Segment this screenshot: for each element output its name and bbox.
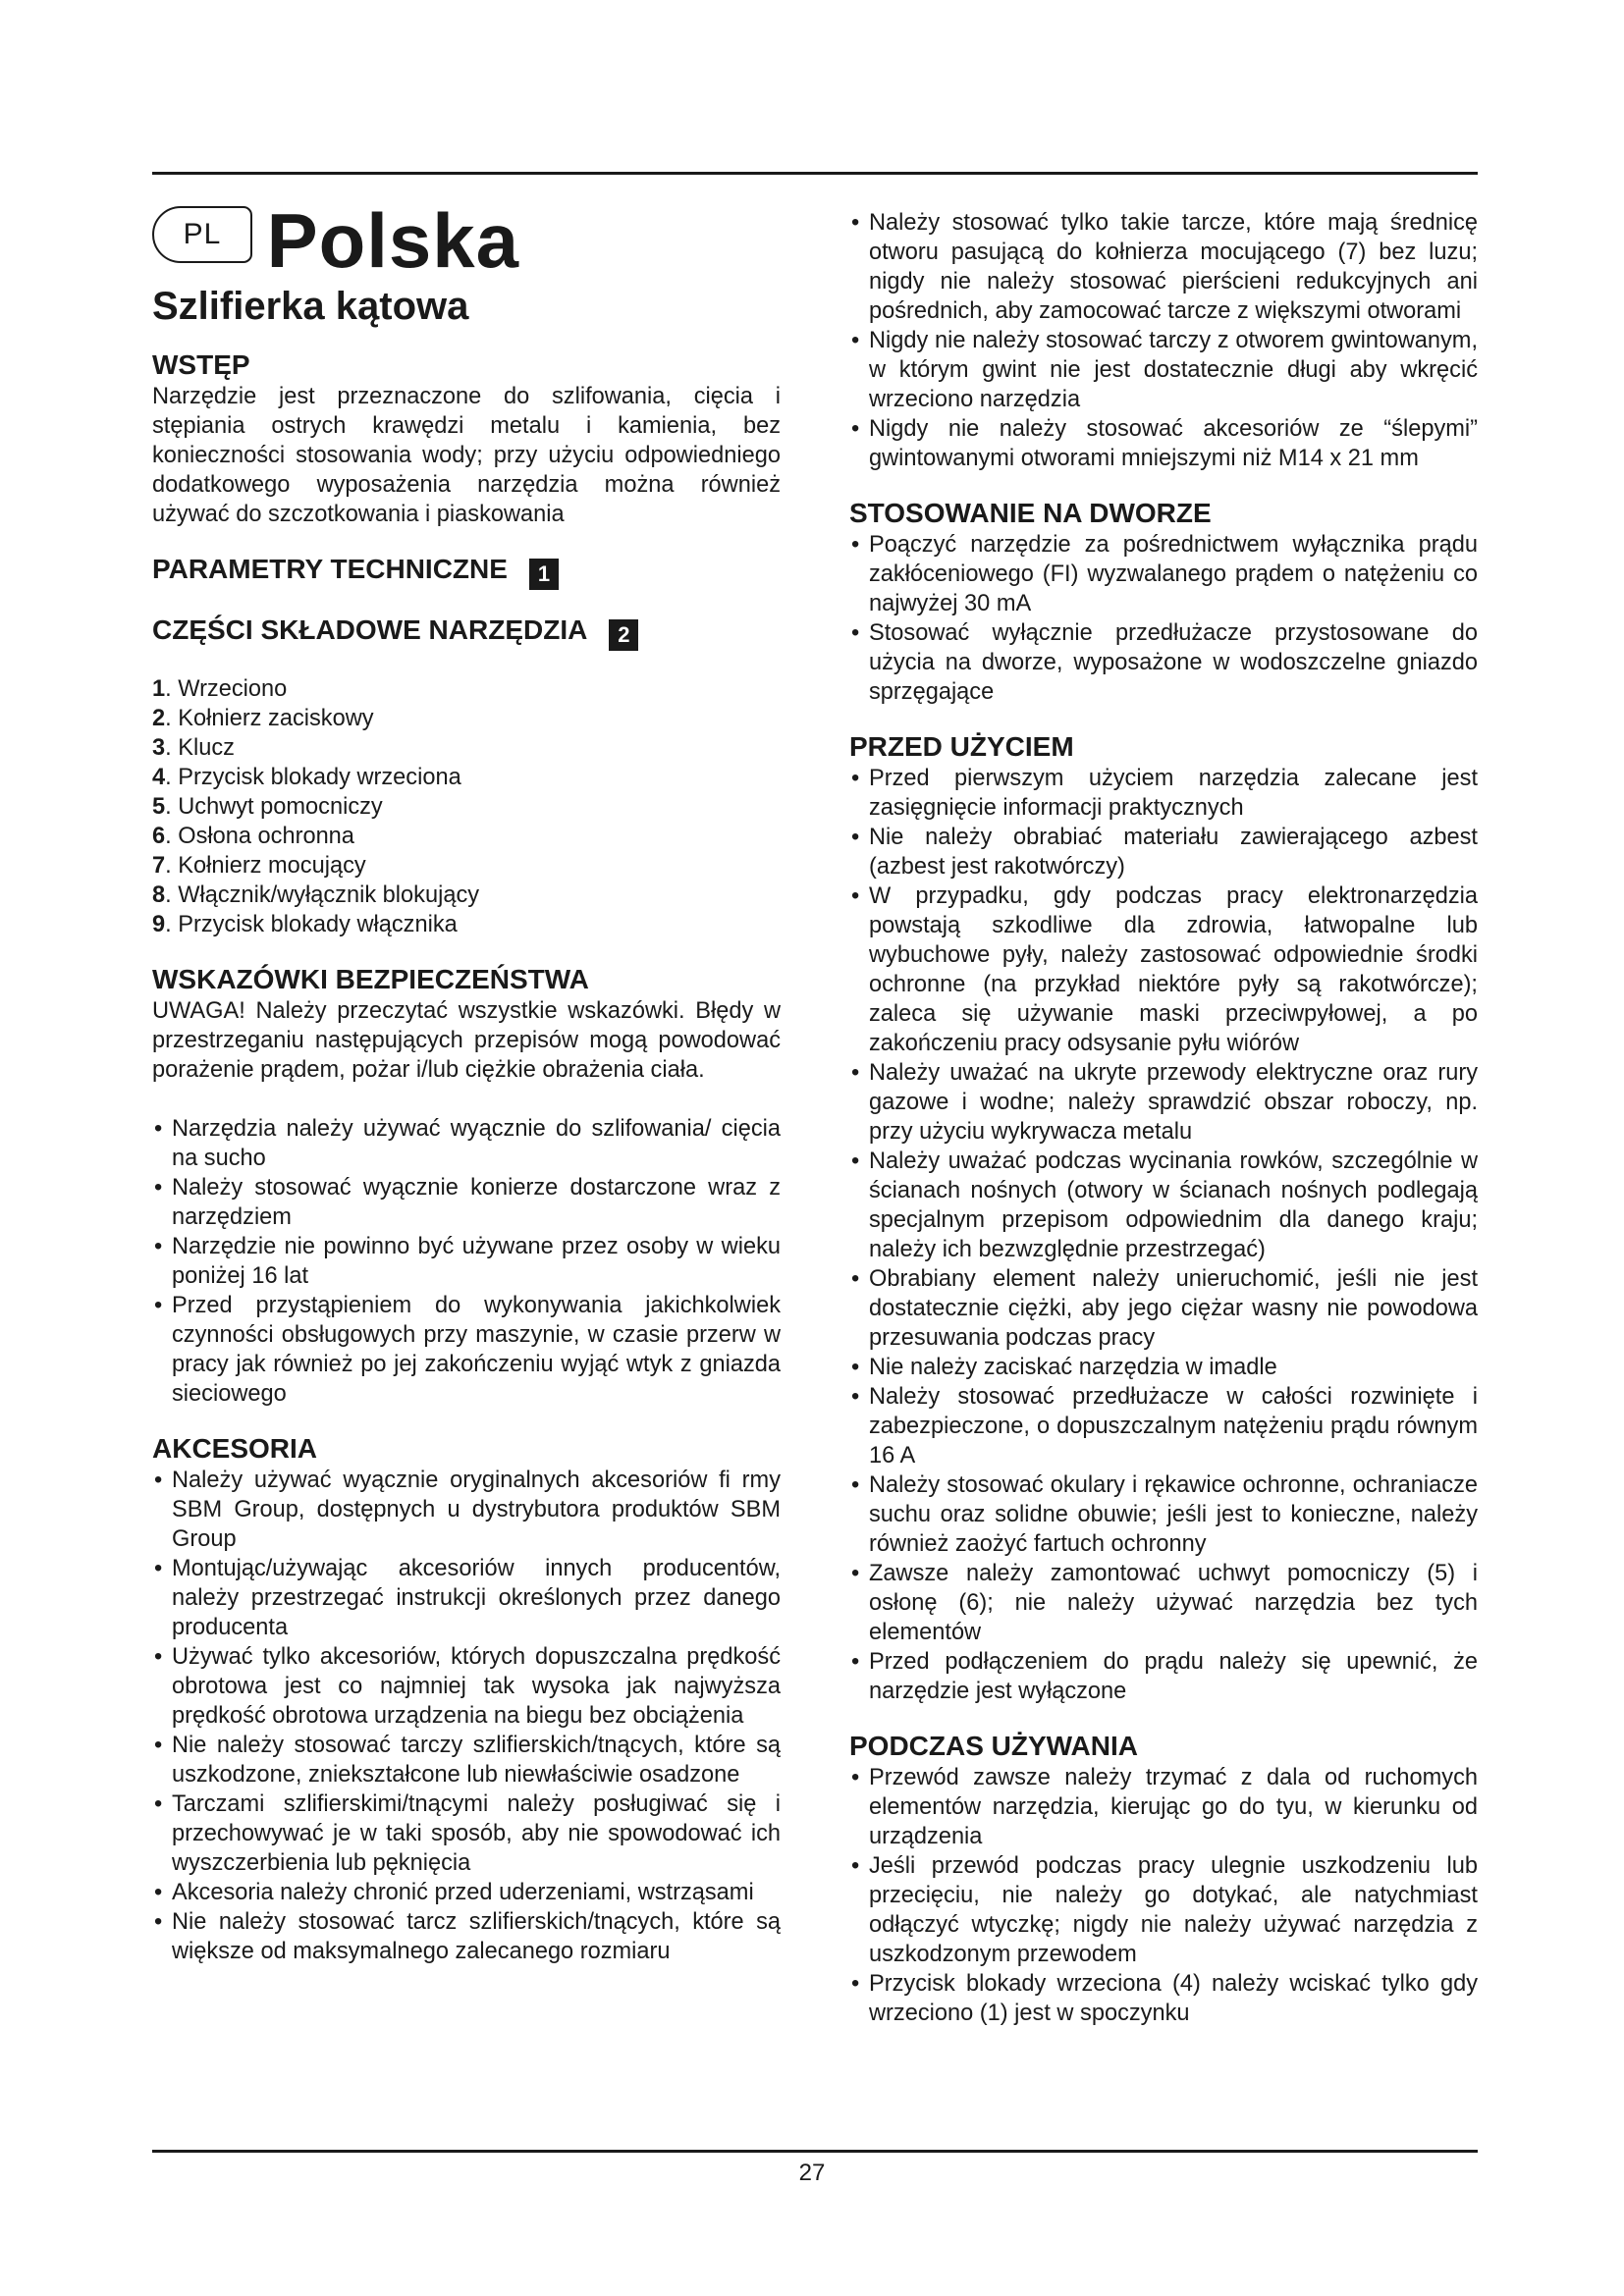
safety-heading: WSKAZÓWKI BEZPIECZEŃSTWA: [152, 964, 589, 994]
section-accessories-cont: [849, 208, 1478, 473]
list-item: • Poączyć narzędzie za pośrednictwem wyłącznika prądu zakłóceniowego (FI) wyzwalanego prądem o natężeniu co najwyżej 30 mA: [849, 530, 1478, 618]
parts-list: [152, 674, 781, 939]
list-item: • Jeśli przewód podczas pracy ulegnie uszkodzeniu lub przecięciu, nie należy go dotykać, ale natychmiast odłączyć wtyczkę; nigdy nie należy używać narzędzia z uszkodzonym przewodem: [849, 1851, 1478, 1969]
list-item: • Stosować wyłącznie przedłużacze przystosowane do użycia na dworze, wyposażone w wodoszczelne gniazdo sprzęgające: [849, 618, 1478, 707]
accessories-list: [152, 1466, 781, 1966]
section-accessories: [152, 1432, 781, 1966]
tech-heading-label: PARAMETRY TECHNICZNE: [152, 554, 508, 584]
accessories-heading: AKCESORIA: [152, 1433, 318, 1464]
section-intro: [152, 348, 781, 529]
list-item: • Należy używać wyącznie oryginalnych akcesoriów fi rmy SBM Group, dostępnych u dystrybutora produktów SBM Group: [152, 1466, 781, 1554]
top-rule: [152, 172, 1478, 175]
figure-reference-badge: 2: [609, 619, 638, 651]
list-item: 5. Uchwyt pomocniczy: [152, 794, 383, 820]
intro-heading: WSTĘP: [152, 349, 250, 380]
section-tech: [152, 553, 781, 590]
list-item: 1. Wrzeciono: [152, 676, 288, 702]
list-item: • Nie należy stosować tarczy szlifierskich/tnących, które są uszkodzone, zniekształcone lub niewłaściwie osadzone: [152, 1731, 781, 1789]
outdoor-heading: STOSOWANIE NA DWORZE: [849, 498, 1212, 528]
list-item: • Nigdy nie należy stosować tarczy z otworem gwintowanym, w którym gwint nie jest dostatecznie długi aby wkręcić wrzeciono narzędzia: [849, 326, 1478, 414]
safety-text: UWAGA! Należy przeczytać wszystkie wskazówki. Błędy w przestrzeganiu następujących przepisów mogą powodować porażenie prądem, pożar i/lub ciężkie obrażenia ciała.: [152, 998, 781, 1083]
list-item: 9. Przycisk blokady włącznika: [152, 912, 458, 937]
list-item: • Narzędzia należy używać wyącznie do szlifowania/ cięcia na sucho: [152, 1114, 781, 1173]
figure-reference-badge: 1: [529, 559, 559, 590]
language-title: Polska: [266, 197, 520, 284]
during-use-list: [849, 1763, 1478, 2028]
list-item: • Nigdy nie należy stosować akcesoriów ze “ślepymi” gwintowanymi otworami mniejszymi niż M14 x 21 mm: [849, 414, 1478, 473]
list-item: 6. Osłona ochronna: [152, 824, 354, 849]
list-item: • Tarczami szlifierskimi/tnącymi należy posługiwać się i przechowywać je w taki sposób, aby nie spowodować ich wyszczerbienia lub pęknięcia: [152, 1789, 781, 1878]
section-safety: [152, 963, 781, 1409]
language-badge: PL: [152, 206, 252, 263]
left-column: [152, 197, 781, 1988]
language-header: [152, 197, 781, 284]
list-item: • Montując/używając akcesoriów innych producentów, należy przestrzegać instrukcji określonych przez danego producenta: [152, 1554, 781, 1642]
list-item: • Przewód zawsze należy trzymać z dala od ruchomych elementów narzędzia, kierując go do tyu, w kierunku od urządzenia: [849, 1763, 1478, 1851]
section-outdoor: [849, 497, 1478, 707]
list-item: • Przed pierwszym użyciem narzędzia zalecane jest zasięgnięcie informacji praktycznych: [849, 764, 1478, 823]
during-use-heading: PODCZAS UŻYWANIA: [849, 1731, 1138, 1761]
list-item: 2. Kołnierz zaciskowy: [152, 706, 374, 731]
list-item: 3. Klucz: [152, 735, 235, 761]
section-before-use: [849, 730, 1478, 1706]
list-item: • Używać tylko akcesoriów, których dopuszczalna prędkość obrotowa jest co najmniej tak wysoka jak najwyższa prędkość obrotowa urządzenia na biegu bez obciążenia: [152, 1642, 781, 1731]
before-use-heading: PRZED UŻYCIEM: [849, 731, 1074, 762]
list-item: • W przypadku, gdy podczas pracy elektronarzędzia powstają szkodliwe dla zdrowia, łatwopalne lub wybuchowe pyły, należy zastosować odpowiednie środki ochronne (na przykład niektóre pyły są rakotwórcze); zaleca się używanie maski przeciwpyłowej, a po zakończeniu pracy odsysanie pyłu wiórów: [849, 881, 1478, 1058]
section-parts: [152, 614, 781, 939]
accessories-list-continued: [849, 208, 1478, 473]
list-item: • Przed podłączeniem do prądu należy się upewnić, że narzędzie jest wyłączone: [849, 1647, 1478, 1706]
section-during-use: [849, 1730, 1478, 2028]
list-item: 8. Włącznik/wyłącznik blokujący: [152, 882, 480, 908]
list-item: 4. Przycisk blokady wrzeciona: [152, 765, 461, 790]
list-item: 7. Kołnierz mocujący: [152, 853, 366, 879]
document-title: Szlifierka kątowa: [152, 285, 469, 328]
list-item: • Przycisk blokady wrzeciona (4) należy wciskać tylko gdy wrzeciono (1) jest w spoczynku: [849, 1969, 1478, 2028]
list-item: • Nie należy obrabiać materiału zawierającego azbest (azbest jest rakotwórczy): [849, 823, 1478, 881]
list-item: • Nie należy stosować tarcz szlifierskich/tnących, które są większe od maksymalnego zalecanego rozmiaru: [152, 1907, 781, 1966]
list-item: • Obrabiany element należy unieruchomić, jeśli nie jest dostatecznie ciężki, aby jego ciężar wasny nie powodowa przesuwania podczas pracy: [849, 1264, 1478, 1353]
list-item: • Zawsze należy zamontować uchwyt pomocniczy (5) i osłonę (6); nie należy używać narzędzia bez tych elementów: [849, 1559, 1478, 1647]
list-item: • Należy stosować wyącznie konierze dostarczone wraz z narzędziem: [152, 1173, 781, 1232]
list-item: • Nie należy zaciskać narzędzia w imadle: [849, 1353, 1478, 1382]
list-item: • Narzędzie nie powinno być używane przez osoby w wieku poniżej 16 lat: [152, 1232, 781, 1291]
list-item: • Przed przystąpieniem do wykonywania jakichkolwiek czynności obsługowych przy maszynie, w czasie przerw w pracy jak również po jej zakończeniu wyjąć wtyk z gniazda sieciowego: [152, 1291, 781, 1409]
bottom-rule: [152, 2150, 1478, 2153]
list-item: • Należy stosować okulary i rękawice ochronne, ochraniacze suchu oraz solidne obuwie; jeśli jest to konieczne, należy również zaożyć fartuch ochronny: [849, 1470, 1478, 1559]
safety-list: [152, 1114, 781, 1409]
list-item: • Należy stosować tylko takie tarcze, które mają średnicę otworu pasującą do kołnierza mocującego (7) bez luzu; nigdy nie należy stosować pierścieni redukcyjnych ani pośrednich, aby zamocować tarcze z większymi otworami: [849, 208, 1478, 326]
before-use-list: [849, 764, 1478, 1706]
tech-heading: [152, 553, 781, 590]
outdoor-list: [849, 530, 1478, 707]
right-column: [849, 208, 1478, 2050]
parts-heading-label: CZĘŚCI SKŁADOWE NARZĘDZIA: [152, 614, 588, 645]
list-item: • Należy uważać podczas wycinania rowków, szczególnie w ścianach nośnych (otwory w ścianach nośnych podlegają specjalnym przepisom odpowiednim dla danego kraju; należy ich bezwzględnie przestrzegać): [849, 1147, 1478, 1264]
list-item: • Akcesoria należy chronić przed uderzeniami, wstrząsami: [152, 1878, 781, 1907]
page-number: 27: [798, 2160, 826, 2186]
list-item: • Należy stosować przedłużacze w całości rozwinięte i zabezpieczone, o dopuszczalnym natężeniu prądu równym 16 A: [849, 1382, 1478, 1470]
parts-heading: [152, 614, 781, 651]
list-item: • Należy uważać na ukryte przewody elektryczne oraz rury gazowe i wodne; należy sprawdzić obszar roboczy, np. przy użyciu wykrywacza metalu: [849, 1058, 1478, 1147]
intro-text: Narzędzie jest przeznaczone do szlifowania, cięcia i stępiania ostrych krawędzi metalu i kamienia, bez konieczności stosowania wody; przy użyciu odpowiedniego dodatkowego wyposażenia narzędzia można również używać do szczotkowania i piaskowania: [152, 384, 781, 527]
